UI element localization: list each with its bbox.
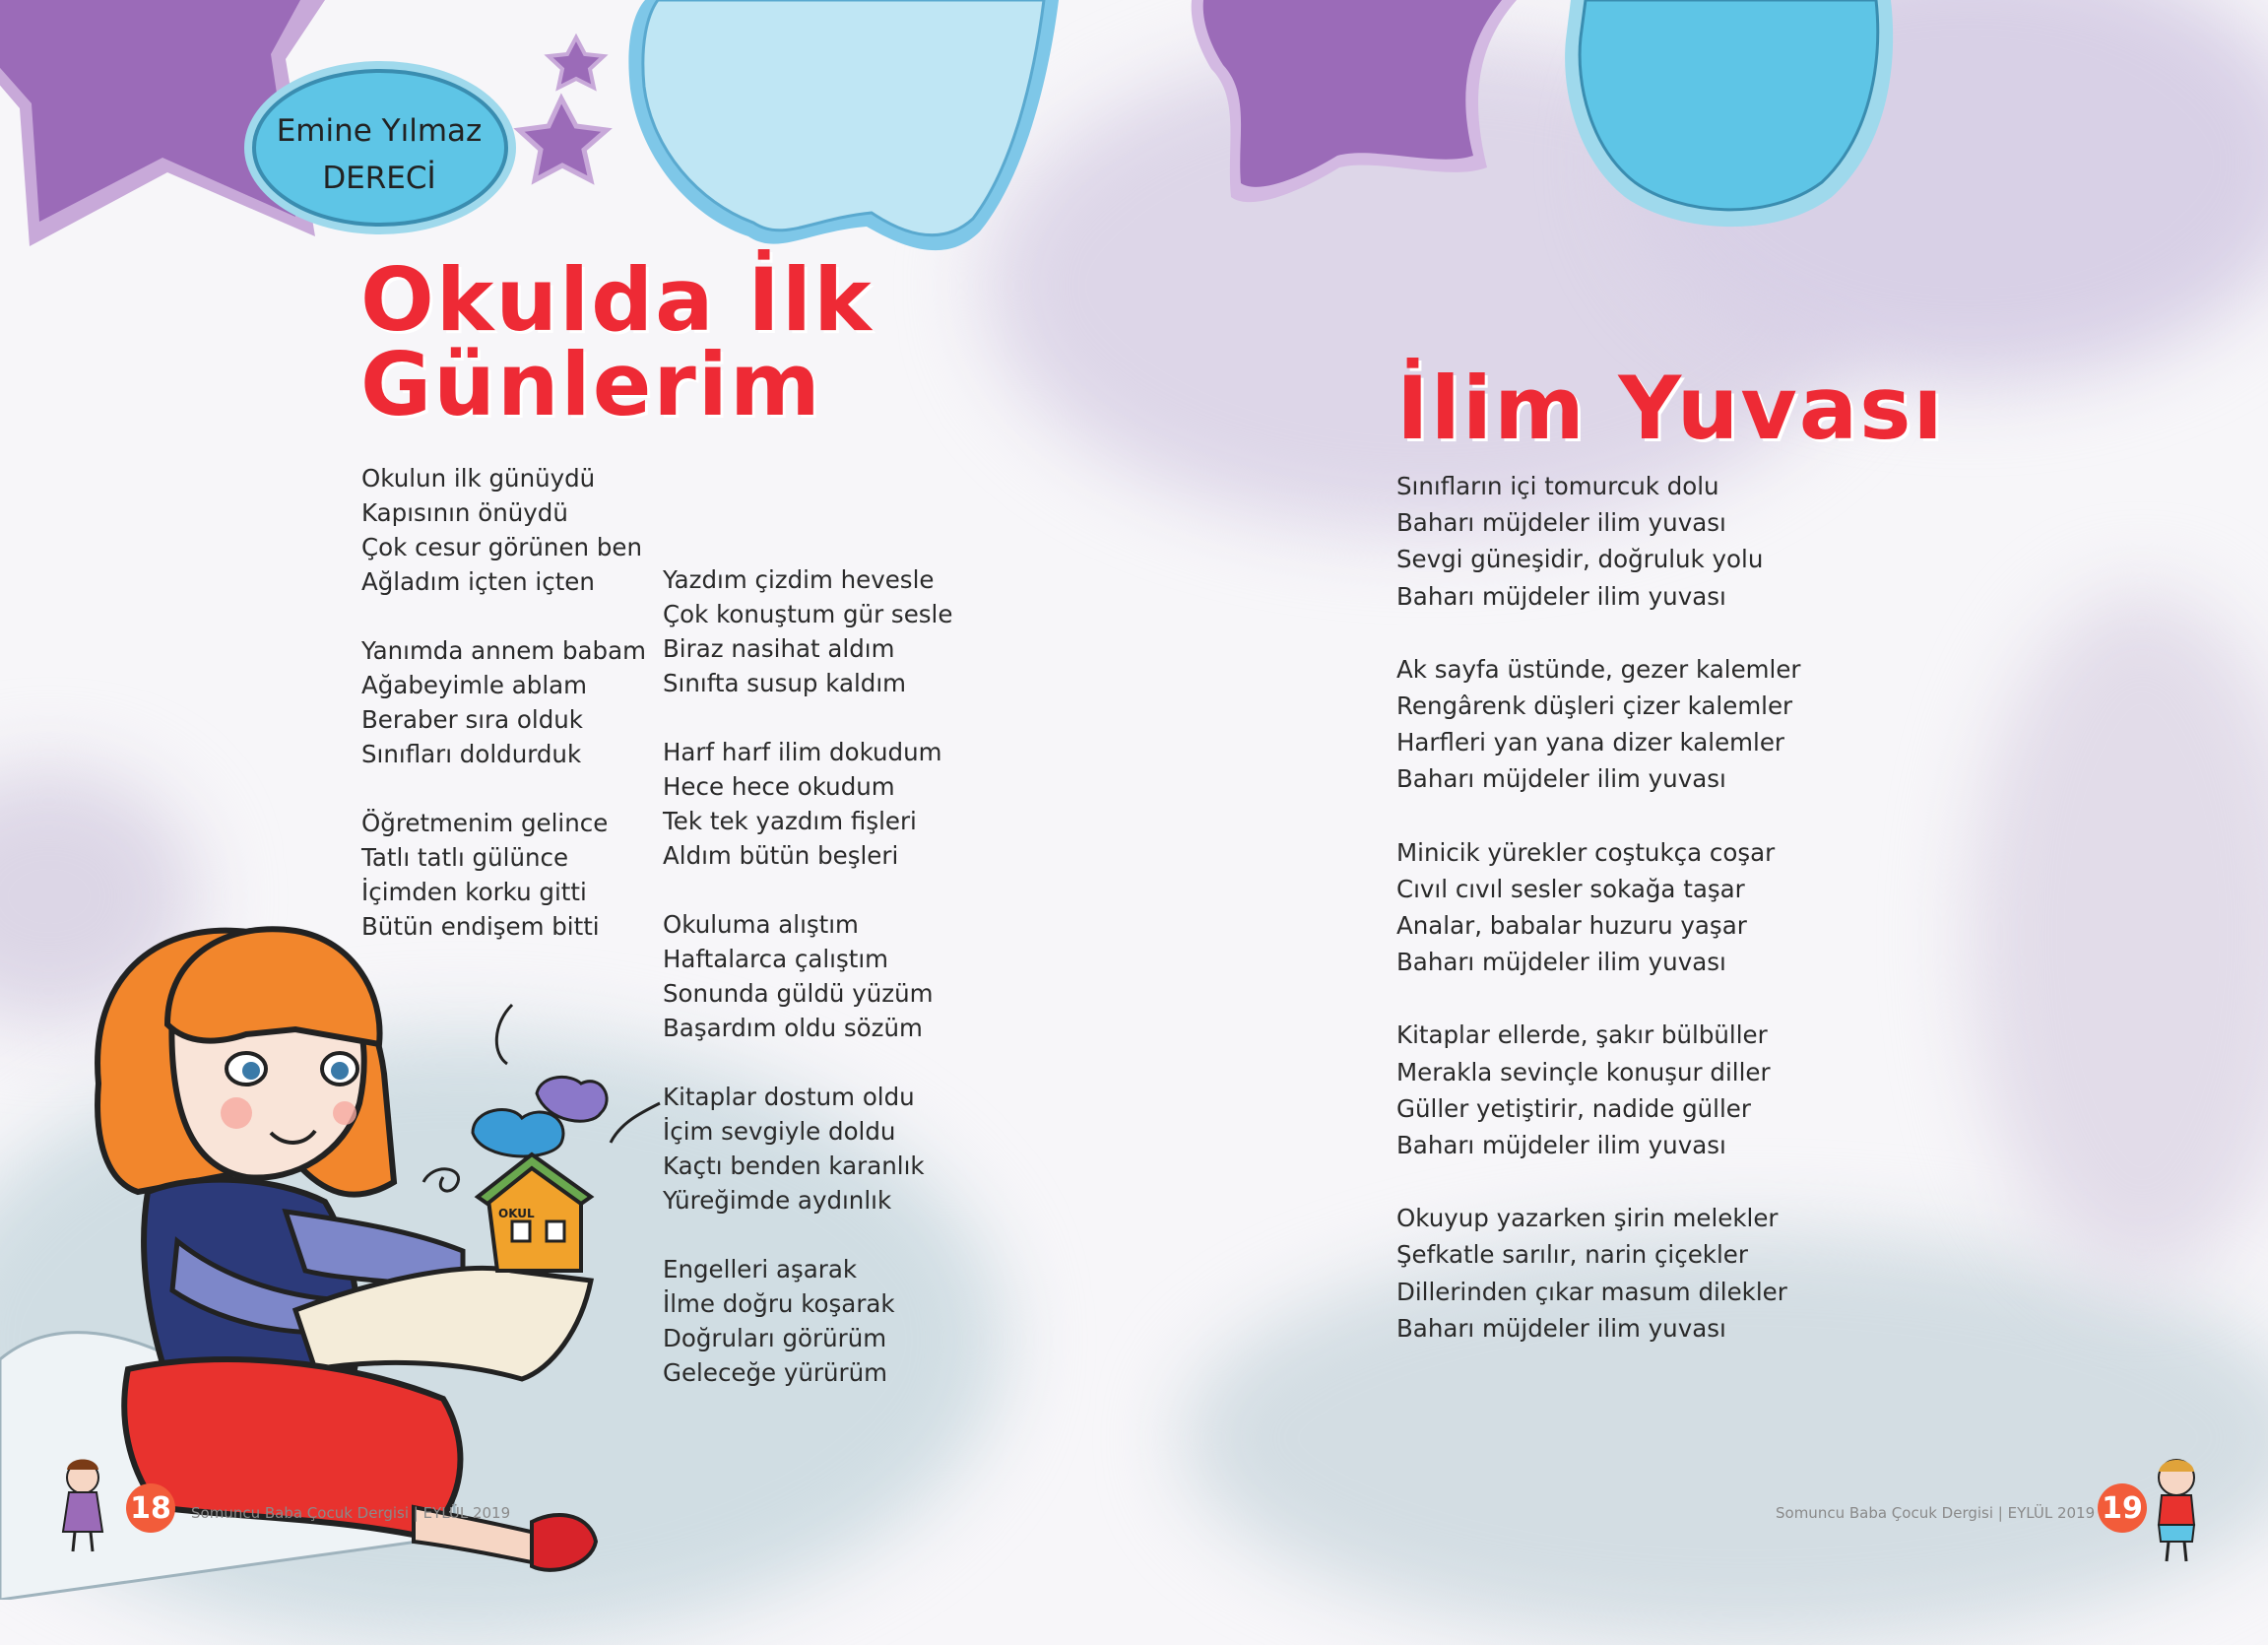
stanza [1396,1200,1800,1347]
stanza [361,461,646,599]
poem-line: İçimden korku gitti [361,878,587,906]
poem-title-right: İlim Yuvası [1396,358,1945,459]
poem-line: Sevgi güneşidir, doğruluk yolu [1396,545,1764,574]
poem-line: Baharı müjdeler ilim yuvası [1396,1313,1726,1343]
poem-line: Harfleri yan yana dizer kalemler [1396,728,1784,757]
poem-line: Biraz nasihat aldım [663,634,895,663]
poem-line: Geleceğe yürürüm [663,1358,887,1387]
poem-line: Ak sayfa üstünde, gezer kalemler [1396,654,1801,684]
stanza [663,1080,952,1217]
poem-line: Hece hece okudum [663,772,895,801]
poem-line: Öğretmenim gelince [361,809,609,837]
poem-left-column-a [361,461,646,978]
author-last-name: DERECİ [322,161,436,196]
stanza [1396,1017,1800,1163]
poem-line: Ağabeyimle ablam [361,671,588,699]
poem-line: Tek tek yazdım fişleri [663,807,917,835]
author-first-name: Emine Yılmaz [276,113,483,149]
poem-right-column [1396,468,1800,1383]
poem-line: Tatlı tatlı gülünce [361,843,569,872]
poem-title-left [360,249,874,435]
poem-line: Sınıfta susup kaldım [663,669,907,697]
poem-line: Yanımda annem babam [361,636,646,665]
blue-frame-decoration-icon [628,0,1059,250]
house-sign-label: OKUL [498,1207,535,1220]
poem-line: Çok konuştum gür sesle [663,600,953,628]
poem-line: Merakla sevinçle konuşur diller [1396,1057,1771,1086]
poem-line: Kitaplar ellerde, şakır bülbüller [1396,1020,1768,1050]
star-decoration-icon [1192,0,1517,202]
girl-reading-illustration [0,929,660,1600]
poem-line: Baharı müjdeler ilim yuvası [1396,764,1726,794]
poem-line: Başardım oldu sözüm [663,1014,923,1042]
poem-line: İçim sevgiyle doldu [663,1117,896,1146]
poem-line: Ağladım içten içten [361,567,595,596]
poem-line: Okuluma alıştım [663,910,859,939]
footer-text-left: Somuncu Baba Çocuk Dergisi | EYLÜL 2019 [191,1504,511,1522]
poem-line: Okulun ilk günüydü [361,464,596,493]
poem-line: Cıvıl cıvıl sesler sokağa taşar [1396,874,1745,903]
poem-line: Harf harf ilim dokudum [663,738,942,766]
poem-line: Sonunda güldü yüzüm [663,979,934,1008]
poem-line: Doğruları görürüm [663,1324,887,1352]
poem-left-column-b [663,562,952,1424]
poem-line: Okuyup yazarken şirin melekler [1396,1204,1779,1233]
poem-title-left-line1: Okulda İlk [360,249,874,351]
poem-line: Rengârenk düşleri çizer kalemler [1396,691,1793,721]
poem-line: Analar, babalar huzuru yaşar [1396,911,1747,941]
poem-line: Baharı müjdeler ilim yuvası [1396,508,1726,538]
poem-line: Kaçtı benden karanlık [663,1152,925,1180]
stanza [663,907,952,1045]
poem-line: Engelleri aşarak [663,1255,858,1283]
page-number-left: 18 [126,1483,175,1533]
stanza [361,633,646,771]
footer-text-right: Somuncu Baba Çocuk Dergisi | EYLÜL 2019 [1776,1504,2096,1522]
stanza [663,562,952,700]
author-badge [251,81,507,229]
poem-line: Kapısının önüydü [361,498,568,527]
blue-bubble-decoration-icon [1565,0,1893,227]
stanza [1396,468,1800,615]
poem-line: Şefkatle sarılır, narin çiçekler [1396,1240,1748,1270]
stanza [1396,834,1800,981]
poem-line: Çok cesur görünen ben [361,533,642,561]
poem-line: Bütün endişem bitti [361,912,600,941]
stanza [663,1252,952,1390]
poem-line: Minicik yürekler coştukça coşar [1396,837,1776,867]
poem-title-left-line2: Günlerim [360,334,822,435]
stanza [1396,651,1800,798]
kid-boy-icon [2159,1460,2194,1561]
poem-line: Kitaplar dostum oldu [663,1083,915,1111]
poem-line: Yazdım çizdim hevesle [663,565,935,594]
poem-line: Aldım bütün beşleri [663,841,899,870]
poem-line: Baharı müjdeler ilim yuvası [1396,1131,1726,1160]
poem-line: Haftalarca çalıştım [663,945,889,973]
poem-line: Baharı müjdeler ilim yuvası [1396,948,1726,977]
poem-line: İlme doğru koşarak [663,1289,895,1318]
stanza [663,735,952,873]
page-number-right: 19 [2098,1483,2147,1533]
small-star-icon [519,37,607,180]
poem-line: Güller yetiştirir, nadide güller [1396,1093,1751,1123]
poem-line: Baharı müjdeler ilim yuvası [1396,581,1726,611]
poem-line: Yüreğimde aydınlık [663,1186,892,1215]
poem-line: Beraber sıra olduk [361,705,583,734]
stanza [361,806,646,944]
poem-line: Sınıfların içi tomurcuk dolu [1396,472,1719,500]
poem-line: Dillerinden çıkar masum dilekler [1396,1277,1787,1306]
poem-line: Sınıfları doldurduk [361,740,582,768]
